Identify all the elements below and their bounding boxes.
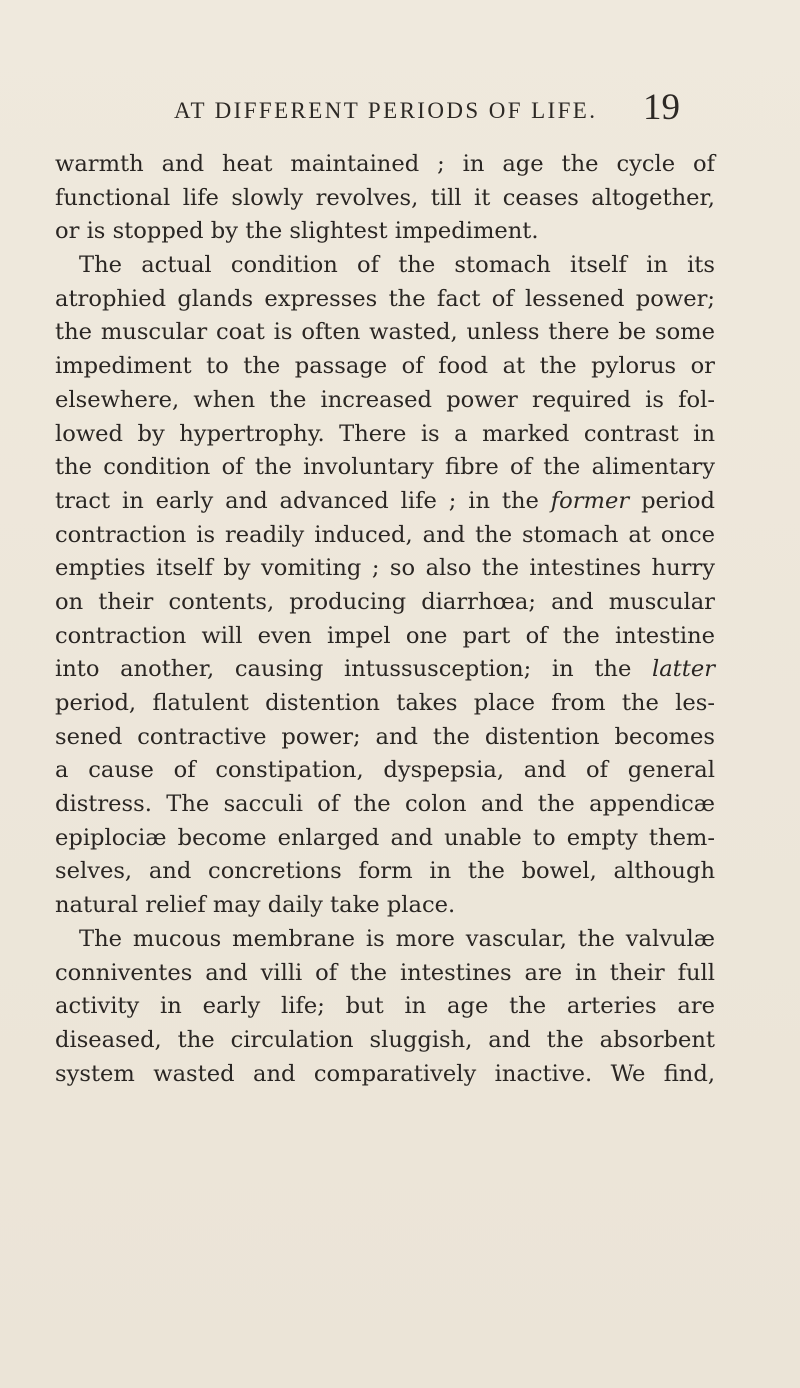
italic-latter: latter [651,656,715,683]
text-line: selves, and concretions form in the bowel, although [55,858,715,885]
text-line: contraction is readily induced, and the stomach at once [55,521,715,548]
text-line: a cause of constipation, dyspepsia, and of general [55,757,715,784]
text-line: the condition of the involuntary fibre of the alimentary [55,454,715,481]
text-line: atrophied glands expresses the fact of lessened power; [55,285,715,312]
text-line: contraction will even impel one part of the intestine [55,622,715,649]
text-line: the muscular coat is often wasted, unless there be some [55,319,715,346]
page-header [0,87,800,138]
text-line: conniventes and villi of the intestines are in their full [55,959,715,986]
page-number: 19 [643,87,680,128]
text-line: or is stopped by the slightest impediment. [55,218,539,245]
running-head: AT DIFFERENT PERIODS OF LIFE. [174,98,598,123]
body-text [55,148,715,1091]
text-line: epiplociæ become enlarged and unable to empty them- [55,824,715,851]
text-line: on their contents, producing diarrhœa; and muscular [55,588,715,615]
text-line: empties itself by vomiting ; so also the intestines hurry [55,555,715,582]
text-line: diseased, the circulation sluggish, and the absorbent [55,1026,715,1053]
text-line: period, flatulent distention takes place from the les- [55,690,715,716]
text-line: into another, causing intussusception; in the latter [55,656,715,683]
text-line: natural relief may daily take place. [55,892,456,919]
italic-former: former [550,487,630,514]
text-line: activity in early life; but in age the arteries are [55,993,715,1020]
text-line: impediment to the passage of food at the pylorus or [55,353,715,380]
text-line: tract in early and advanced life ; in the former period [55,487,715,514]
text-line: lowed by hypertrophy. There is a marked contrast in [55,420,715,447]
text-line: elsewhere, when the increased power required is fol- [55,386,715,413]
text-line: sened contractive power; and the distention becomes [55,723,715,750]
text-line: system wasted and comparatively inactive. We find, [55,1060,715,1087]
paragraph-start-line: The mucous membrane is more vascular, the valvulæ [79,925,715,952]
text-line: functional life slowly revolves, till it ceases altogether, [55,184,715,211]
text-line: warmth and heat maintained ; in age the cycle of [55,151,715,177]
text-line: distress. The sacculi of the colon and the appendicæ [55,791,715,818]
paragraph-start-line: The actual condition of the stomach itself in its [79,252,715,279]
